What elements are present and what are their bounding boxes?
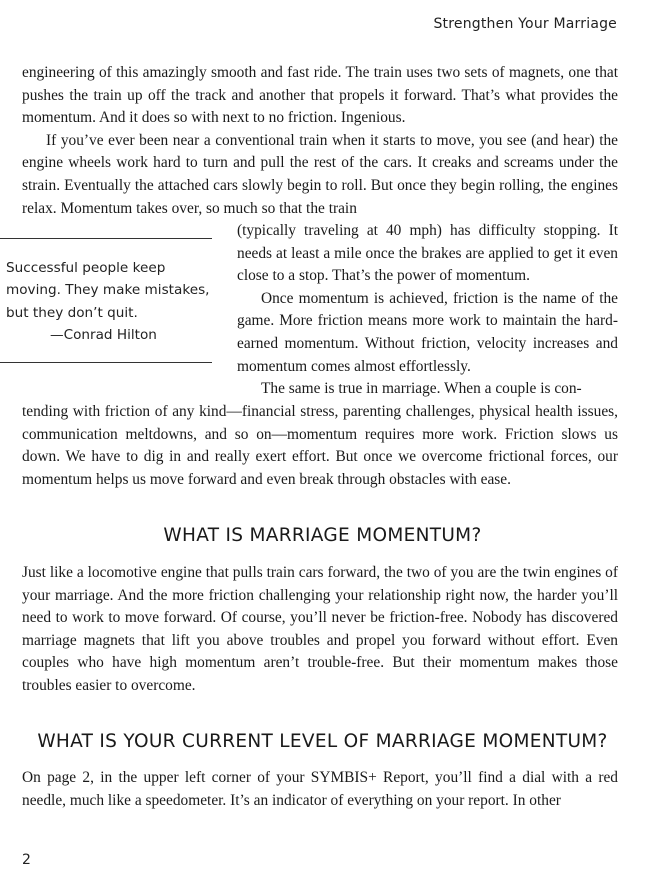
section-heading-marriage-momentum: WHAT IS MARRIAGE MOMENTUM? [163,525,482,546]
paragraph-marriage-friction: tending with friction of any kind—financial stress, parenting challenges, physical health issues, communication meltdowns, and so on—momentum requires more work. Friction slows us down. We have to dig in and really exert effort. But once we overcome frictional forces, our momentum helps us move forward and even break through obstacles with ease. [22,403,618,488]
marriage-momentum-text [22,562,618,698]
pull-quote-attribution: —Conrad Hilton [50,327,157,344]
paragraph-twin-engines: Just like a locomotive engine that pulls train cars forward, the two of you are the twin engines of your marriage. And the more friction challenging your relationship right now, the harder you’ll need to work to move forward. Of course, you’ll never be friction-free. Nobody has discovered marriage magnets that lift you above troubles and propel you forward without effort. Even couples who have high momentum aren’t trouble-free. But their momentum makes those troubles easier to overcome. [22,564,618,694]
current-level-text [22,767,618,812]
paragraph-conventional-train: If you’ve ever been near a conventional train when it starts to move, you see (and hear) the engine wheels work hard to turn and pull the rest of the cars. It creaks and screams under the strain. Eventually the attached cars slowly begin to roll. But once they begin rolling, the engines relax. Momentum takes over, so much so that the train [22,131,618,217]
pull-quote [0,238,212,363]
wrapped-text-column [237,220,618,401]
marriage-friction-text [22,401,618,491]
running-head: Strengthen Your Marriage [433,16,617,32]
pull-quote-line: moving. They make mistakes, [6,282,210,299]
paragraph-friction: Once momentum is achieved, friction is the name of the game. More friction means more work to maintain the hard-earned momentum. Without friction, velocity increases and momentum comes almost effortlessly. [237,289,618,375]
page-number: 2 [22,852,31,868]
paragraph-marriage-lead: The same is true in marriage. When a couple is con- [261,380,582,398]
paragraph-maglev: engineering of this amazingly smooth and fast ride. The train uses two sets of magnets, one that pushes the train up off the track and another that propels it forward. That’s what provides the momentum. And it does so with next to no friction. Ingenious. [22,64,618,127]
intro-text [22,62,618,220]
paragraph-symbis-report: On page 2, in the upper left corner of your SYMBIS+ Report, you’ll find a dial with a red needle, much like a speedometer. It’s an indicator of everything on your report. In other [22,769,618,809]
paragraph-train-stopping: (typically traveling at 40 mph) has difficulty stopping. It needs at least a mile once the brakes are applied to get it even close to a stop. That’s the power of momentum. [237,222,618,285]
pull-quote-line: Successful people keep [6,260,166,276]
pull-quote-line: but they don’t quit. [6,304,138,321]
section-heading-current-level: WHAT IS YOUR CURRENT LEVEL OF MARRIAGE MOMENTUM? [37,731,608,752]
